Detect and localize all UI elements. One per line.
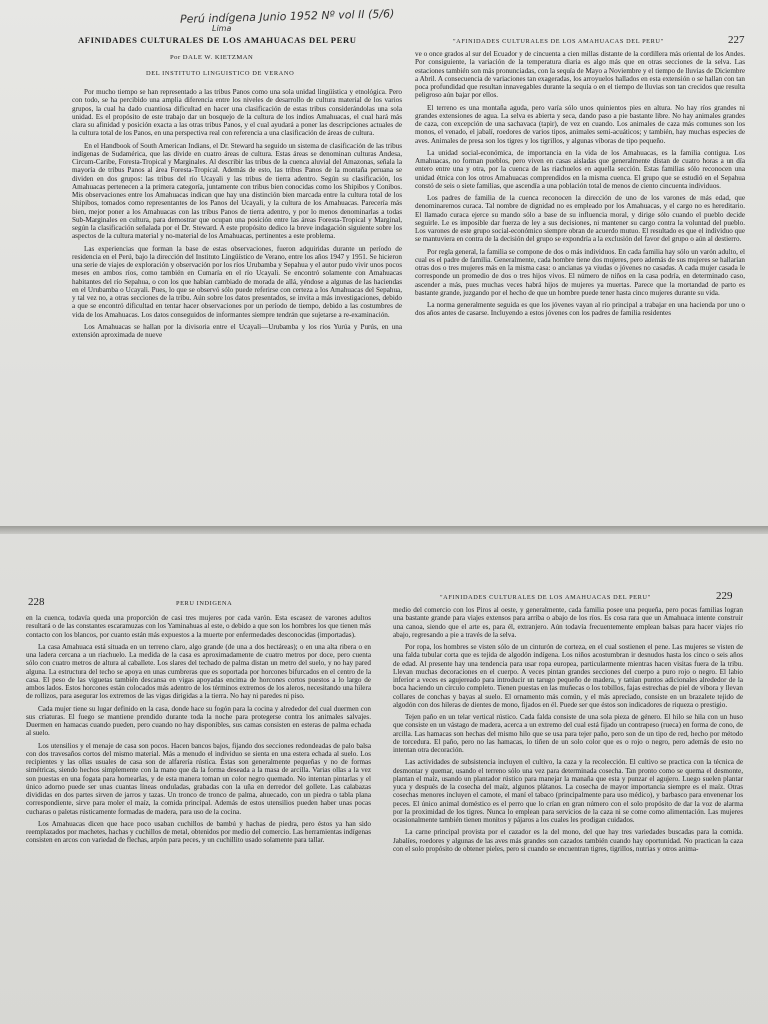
- page-227: [20, 0, 768, 526]
- article-institution: DEL INSTITUTO LINGUISTICO DE VERANO: [146, 70, 295, 77]
- paragraph: Por mucho tiempo se han representado a las tribus Panos como una sola unidad lingüística y etnológica. Pero con todo, se ha percibido una amplia diferencia entre los niveles de desarrollo de cultura material de los varios grupos, la cual ha dado cuantiosa dificultad en hacer una clasificación de estas tribus considerándolas una sola unidad. Es el propósito de este trabajo dar un bosquejo de la cultura de los indios Amahuacas, el cual hará más clara su afinidad y posición exacta a las otras tribus Panos, y el cual ayudará a poner las descripciones actuales de la cultura total de los Panos, en una perspectiva real con referencia a una clasificación de áreas de cultura.: [72, 88, 402, 138]
- column-top-right: [415, 50, 745, 322]
- running-head-right-top: "AFINIDADES CULTURALES DE LOS AMAHUACAS DEL PERU": [453, 38, 664, 45]
- column-bottom-left: [26, 614, 371, 849]
- paragraph: La unidad social-económica, de importancia en la vida de los Amahuacas, es la familia contigua. Los Amahuacas, no forman pueblos, pero viven en casas aisladas que generalmente distan de cuatro horas a un día entero entre una y otra, por la cuenca de las riachuelos en aquella sección. Estas familias sólo reconocen una unidad étnica con los otros Amahuacas comprendidos en la misma cuenca. El grupo que se estudió en el Sepahua constó de seis o siete familias, que ascendía a una población total de menos de ciento cincuenta individuos.: [415, 148, 745, 190]
- page-number-228: 228: [28, 596, 45, 608]
- paragraph: ve o once grados al sur del Ecuador y de cincuenta a cien millas distante de la cordillera más oriental de los Andes. Por consiguiente, la variación de la temperatura diaria es algo más que en otras secciones de la selva. Las estaciones también son más pronunciadas, con la sequía de Mayo a Noviembre y el tiempo de lluvias de Diciembre a Abril. A consecuencia de variaciones tan exageradas, los arroyuelos hallados en esta extensión o se hallan con tan poca profundidad que resultan innavegables durante la sequía o en el tiempo de lluvias son tan crecidos que resulta peligroso aún bajar por ellos.: [415, 50, 745, 100]
- paragraph: Los Amahuacas se hallan por la divisoria entre el Ucayali—Urubamba y los ríos Yurúa y Purús, en una extensión aproximada de nueve: [72, 322, 402, 339]
- paragraph: La casa Amahuaca está situada en un terreno claro, algo grande (de una a dos hectáreas); o en una alta ribera o en una ladera cercana a un riachuelo. La medida de la casa es aproximadamente de cuatro metros por doce, pero cuenta sólo con cuatro metros de altura al caballete. Los slares del techado de palma distan un metro del suelo, y no hay pared alguna. La estructura del techo se apoya en unas cumbreras que es soportada por horcones bifurcados en el centro de la casa. El peso de las viguetas también descansa en vigas apoyadas encima de horcones cortos puestos a lo largo de ambos lados. Estos horcones están colocados más adentro de los términos extremos de los aleros, necesitando una hilera de rollizos, para asegurar los extremos de las vigas dirigidas a la tierra. No hay ni paredes ni piso.: [26, 642, 371, 701]
- page-number-227: 227: [728, 34, 745, 46]
- paragraph: Los padres de familia de la cuenca reconocen la dirección de uno de los varones de más edad, que denominaremos curaca. Tal nombre de dignidad no es empleado por los Amahuacas, y el cargo no es hereditario. El llamado curaca ejerce su mando sólo a base de su influencia moral, y dirige sólo cuando el pueblo decide seguirle. Le es imposible dar fuerza de ley a sus decisiones, ni mantener su cargo contra la voluntad del pueblo. Los varones de este grupo social-económico siempre obran de acuerdo mutuo. El resultado es que el individuo que se mantuviera en contra de la decisión del grupo se expondría a la exclusión del favor del grupo o aún al destierro.: [415, 194, 745, 244]
- paragraph: en la cuenca, todavía queda una proporción de casi tres mujeres por cada varón. Esta escasez de varones adultos resultará o de las constantes escaramuzas con los Yaminahuas al este, o debido a que son los hombres los que tienen más contacto con los blancos, por cuanto están más expuestos a la muerte por enfermedades desconocidas (importadas).: [26, 614, 371, 639]
- handwritten-city: Lima: [212, 24, 232, 33]
- paragraph: medio del comercio con los Piros al oeste, y generalmente, cada familia posee una pequeña, pero pocas familias logran una bastante grande para viajes extensos para arriba o abajo de los ríos. Es cosa rara que un Amahuaca intente construir una canoa, siendo que el arte es, para él, extranjero. Aún todavía frecuentemente emplean balsas para hacer viajes río abajo, regresando a pie a través de la selva.: [393, 606, 743, 639]
- paragraph: El terreno es una montaña aguda, pero varía sólo unos quinientos pies en altura. No hay ríos grandes ni grandes extensiones de agua. La selva es abierta y seca, dando paso a pie bastante libre. No hay animales grandes de caza, con excepción de una sachavaca (tapir), de vez en cuando. Los animales de caza más comunes son los monos, el venado, el jabalí, roedores de varios tipos, animales semi-acuáticos; y también, hay muchas especies de aves. Animales de presa son los tigres y los tigrillos, y algunas víboras de tipo pequeño.: [415, 103, 745, 145]
- paragraph: Tejen paño en un telar vertical rústico. Cada falda consiste de una sola pieza de género. El hilo se hila con un huso que consiste en un vástago de madera, acerca a un extremo del cual está fijado un contrapeso (rueca) en forma de cono, de arcilla. Las hamacas son hechas del mismo hilo que se usa para tejer paño, pero son de un tipo de red, hecho por método de torcedura. El paño, pero no las hamacas, lo tiñen de un solo color que es o rojo o negro, pero además de esto no intentan otra decoración.: [393, 713, 743, 754]
- article-author: Por DALE W. KIETZMAN: [170, 54, 254, 61]
- column-top-left: [72, 88, 402, 343]
- paragraph: Las actividades de subsistencia incluyen el cultivo, la caza y la recolección. El cultivo se practica con la técnica de desmontar y quemar, usando el terreno sólo una vez para determinada cosecha. Tan pronto como se quema el desmonte, plantan el maíz, usando un plantador rústico para manejar la manaña que esta y punzar el agujero. Luego suelen plantar yuca y después de la cosecha del maíz, algunos plátanos. La cosecha de mayor importancia siempre es el maíz. Otras cosechas menores incluyen el camote, el maní el tabaco (principalmente para uso médico), y barbasco para envenenar los peces. El único animal doméstico es el perro que lo crían en gran número con el solo propósito de dar la voz de alarma por la proximidad de los tigres. Nunca lo emplean para servicios de la caza ni se come como alimentación. Las mujeres ocasionalmente también tienen monitos y pájaros a los cuales les prodigan cuidados.: [393, 758, 743, 824]
- paragraph: Por regla general, la familia se compone de dos o más individuos. En cada familia hay sólo un varón adulto, el cual es el padre de familia. Generalmente, cada hombre tiene dos mujeres, pero además de sus mujeres se hallarían otras dos o tres mujeres más en la misma casa: o ancianas ya viudas o jóvenes no casadas. A cada mujer casada le corresponde un promedio de dos o tres hijos vivos. El número de niños en la casa podría, en determinado caso, ascender a más, pues muchas veces habrá hijos de mujeres ya muertas. Parece que la mortandad de parto es bastante grande, juzgando por el hecho de que un hombre puede tener hasta cinco mujeres durante su vida.: [415, 247, 745, 297]
- paragraph: Cada mujer tiene su lugar definido en la casa, donde hace su fogón para la cocina y alrededor del cual duermen con sus criaturas. El fuego se mantiene prendido durante toda la noche para protegerse contra los animales salvajes. Duermen en hamacas cuando pueden, pero cuando no hay disponibles, sus camas consisten en esteras de palma echada al suelo.: [26, 704, 371, 738]
- paragraph: La carne principal provista por el cazador es la del mono, del que hay tres variedades buscadas para la comida. Jabalíes, roedores y algunas de las aves más grandes son cazados también cuando hay oportunidad. No practican la caza con el solo propósito de obtener pieles, pero si cuando se encuentran tigres, tigrillos, nutrias y otros anima-: [393, 828, 743, 853]
- paragraph: La norma generalmente seguida es que los jóvenes vayan al río principal a trabajar en una hacienda por uno o dos años antes de casarse. Incluyendo a estos jóvenes con los padres de familia residentes: [415, 301, 745, 318]
- page-number-229: 229: [716, 590, 733, 602]
- paragraph: Los utensilios y el menaje de casa son pocos. Hacen bancos bajos, fijando dos secciones redondeadas de palo balsa con dos travesaños cortos del mismo material. Más a menudo el individuo se sienta en una estera echada al suelo. Los recipientes y las ollas usuales de casa son de alfarería rústica. Éstas son generalmente pequeñas y no de formas simétricas, siendo hechos simplemente con la mano que da la forma deseada a la masa de arcilla. Varias ollas a la vez son puestas en una fogata para hornearlas, y de esta manera toman un color negro quemado. No intentan pintarlas y el único adorno puede ser unas cuantas líneas onduladas, grabadas con la uña en derredor del gollete. Las calabazas divididas en dos partes sirven de jarros y tazas. Un tronco de tronco de palma, ahuecado, con un piedra o tabla plana correspondiente, sirve para moler el maíz, la comida principal. Además de estos utensilios pueden haber unas pocas cucharas o paletas rústicamente formadas de madera, para uso de la cocina.: [26, 741, 371, 816]
- column-bottom-right: [393, 606, 743, 857]
- running-head-left: PERU INDIGENA: [176, 600, 233, 607]
- paragraph: En el Handbook of South American Indians, el Dr. Steward ha seguido un sistema de clasificación de las tribus indígenas de Sudamérica, que las divide en cuatro áreas de cultura. Estas áreas se denominan culturas Andesa, Circum-Caribe, Foresta-Tropical y Marginales. Al describir las tribus de la cuenca aluvial del Amazonas, señala la mayoría de tribus Panos al área Foresta-Tropical. Además de esto, las tribus Panos de la montaña peruana se dividen en dos grupos: las tribus del río Ucayali y las tribus de tierra adentro. Según su clasificación, los Amahuacas pertenecen a la primera categoría, juntamente con tribus bien conocidas como los Shipibos y Conibos. Mis observaciones entre los Amahuacas indican que hay una distinción bien marcada entre la cultura total de los Shipibos, tomados como representantes de los Panos del Ucayali, y la cultura de los Amahuacas. Parecería más bien, mejor poner a los Amahuacas con las tribus Panos de tierra adentro, y por lo menos denominarlas a todas Sub-Marginales en cultura, para demostrar que ocupan una posición entre las áreas Foresta-Tropical y Marginal, según la clasificación señalada por el Dr. Steward. A este propósito dedico la breve indagación siguiente sobre los aspectos de la cultura material y no-material de los Amahuacas, pertinentes a este problema.: [72, 141, 402, 241]
- paragraph: Las experiencias que forman la base de estas observaciones, fueron adquiridas durante un período de residencia en el Perú, bajo la dirección del Instituto Lingüístico de Verano, entre los años 1947 y 1951. Se hicieron una serie de viajes de exploración y observación por los ríos Urubamba y Sepahua y el autor pudo vivir unos pocos meses en ambos ríos, como también en Cumaría en el río Ucayali. Se encontró solamente con Amahuacas habitantes del río Sepahua, o con los que habían cambiado de morada de allá, yéndose a algunas de las haciendas en el Urubamba o Ucayali. Pues, lo que se observó sólo puede referirse con certeza a los Amahuacas del Sepahua, y tal vez no, a otras secciones de la tribu. Aún sobre los datos presentados, se invita a más investigaciones, debido a que se encontró dificultad en tentar hacer observaciones por un período de tiempo, debido a las costumbres de vida de los Amahuacas. Los datos conseguidos de informantes siempre tendrán que sujetarse a re-examinación.: [72, 244, 402, 319]
- paragraph: Por ropa, los hombres se visten sólo de un cinturón de corteza, en el cual sostienen el pene. Las mujeres se visten de una falda tubular corta que es tejida de algodón indígena. Los niños acostumbran ir desnudos hasta los cinco o seis años de edad. Al presente hay una tendencia para usar ropa europea, particularmente mientras hacen visitas fuera de la tribu. Llevan muchas decoraciones en el cuerpo. A veces pintan grandes secciones del cuerpo a puro rojo o negro. El labio inferior a veces es agujereado para introducir un tarugo pequeño de madera, y tatúan puntos adicionales alrededor de la boca haciendo un círculo completo. Tienen puestas en las muñecas o los tobillos, fajas estrechas de piel de víbora y llevan collares de conchas y bayas al suelo. El ornamento más común, y el más apreciado, consiste en un brazalete tejido de algodón con dos hileras de dientes de mono, fijados en él. Puede ser que éstos son indicadores de riqueza o prestigio.: [393, 643, 743, 709]
- handwritten-annotation: Perú indígena Junio 1952 Nº vol II (5/6): [179, 7, 395, 26]
- pages-228-229: [8, 534, 768, 1024]
- running-head-right-bottom: "AFINIDADES CULTURALES DE LOS AMAHUACAS DEL PERU": [440, 594, 651, 601]
- article-title: AFINIDADES CULTURALES DE LOS AMAHUACAS DEL PERU: [78, 35, 357, 45]
- page-gutter: [0, 526, 768, 534]
- paragraph: Los Amahuacas dicen que hace poco usaban cuchillos de bambú y hachas de piedra, pero éstos ya han sido reemplazados por machetes, hachas y cuchillos de metal, obtenidos por medio del comercio. Las herramientas indígenas consisten en arcos con variedad de flechas, arpón para peces, y un cuchillito usado solamente para tallar.: [26, 819, 371, 845]
